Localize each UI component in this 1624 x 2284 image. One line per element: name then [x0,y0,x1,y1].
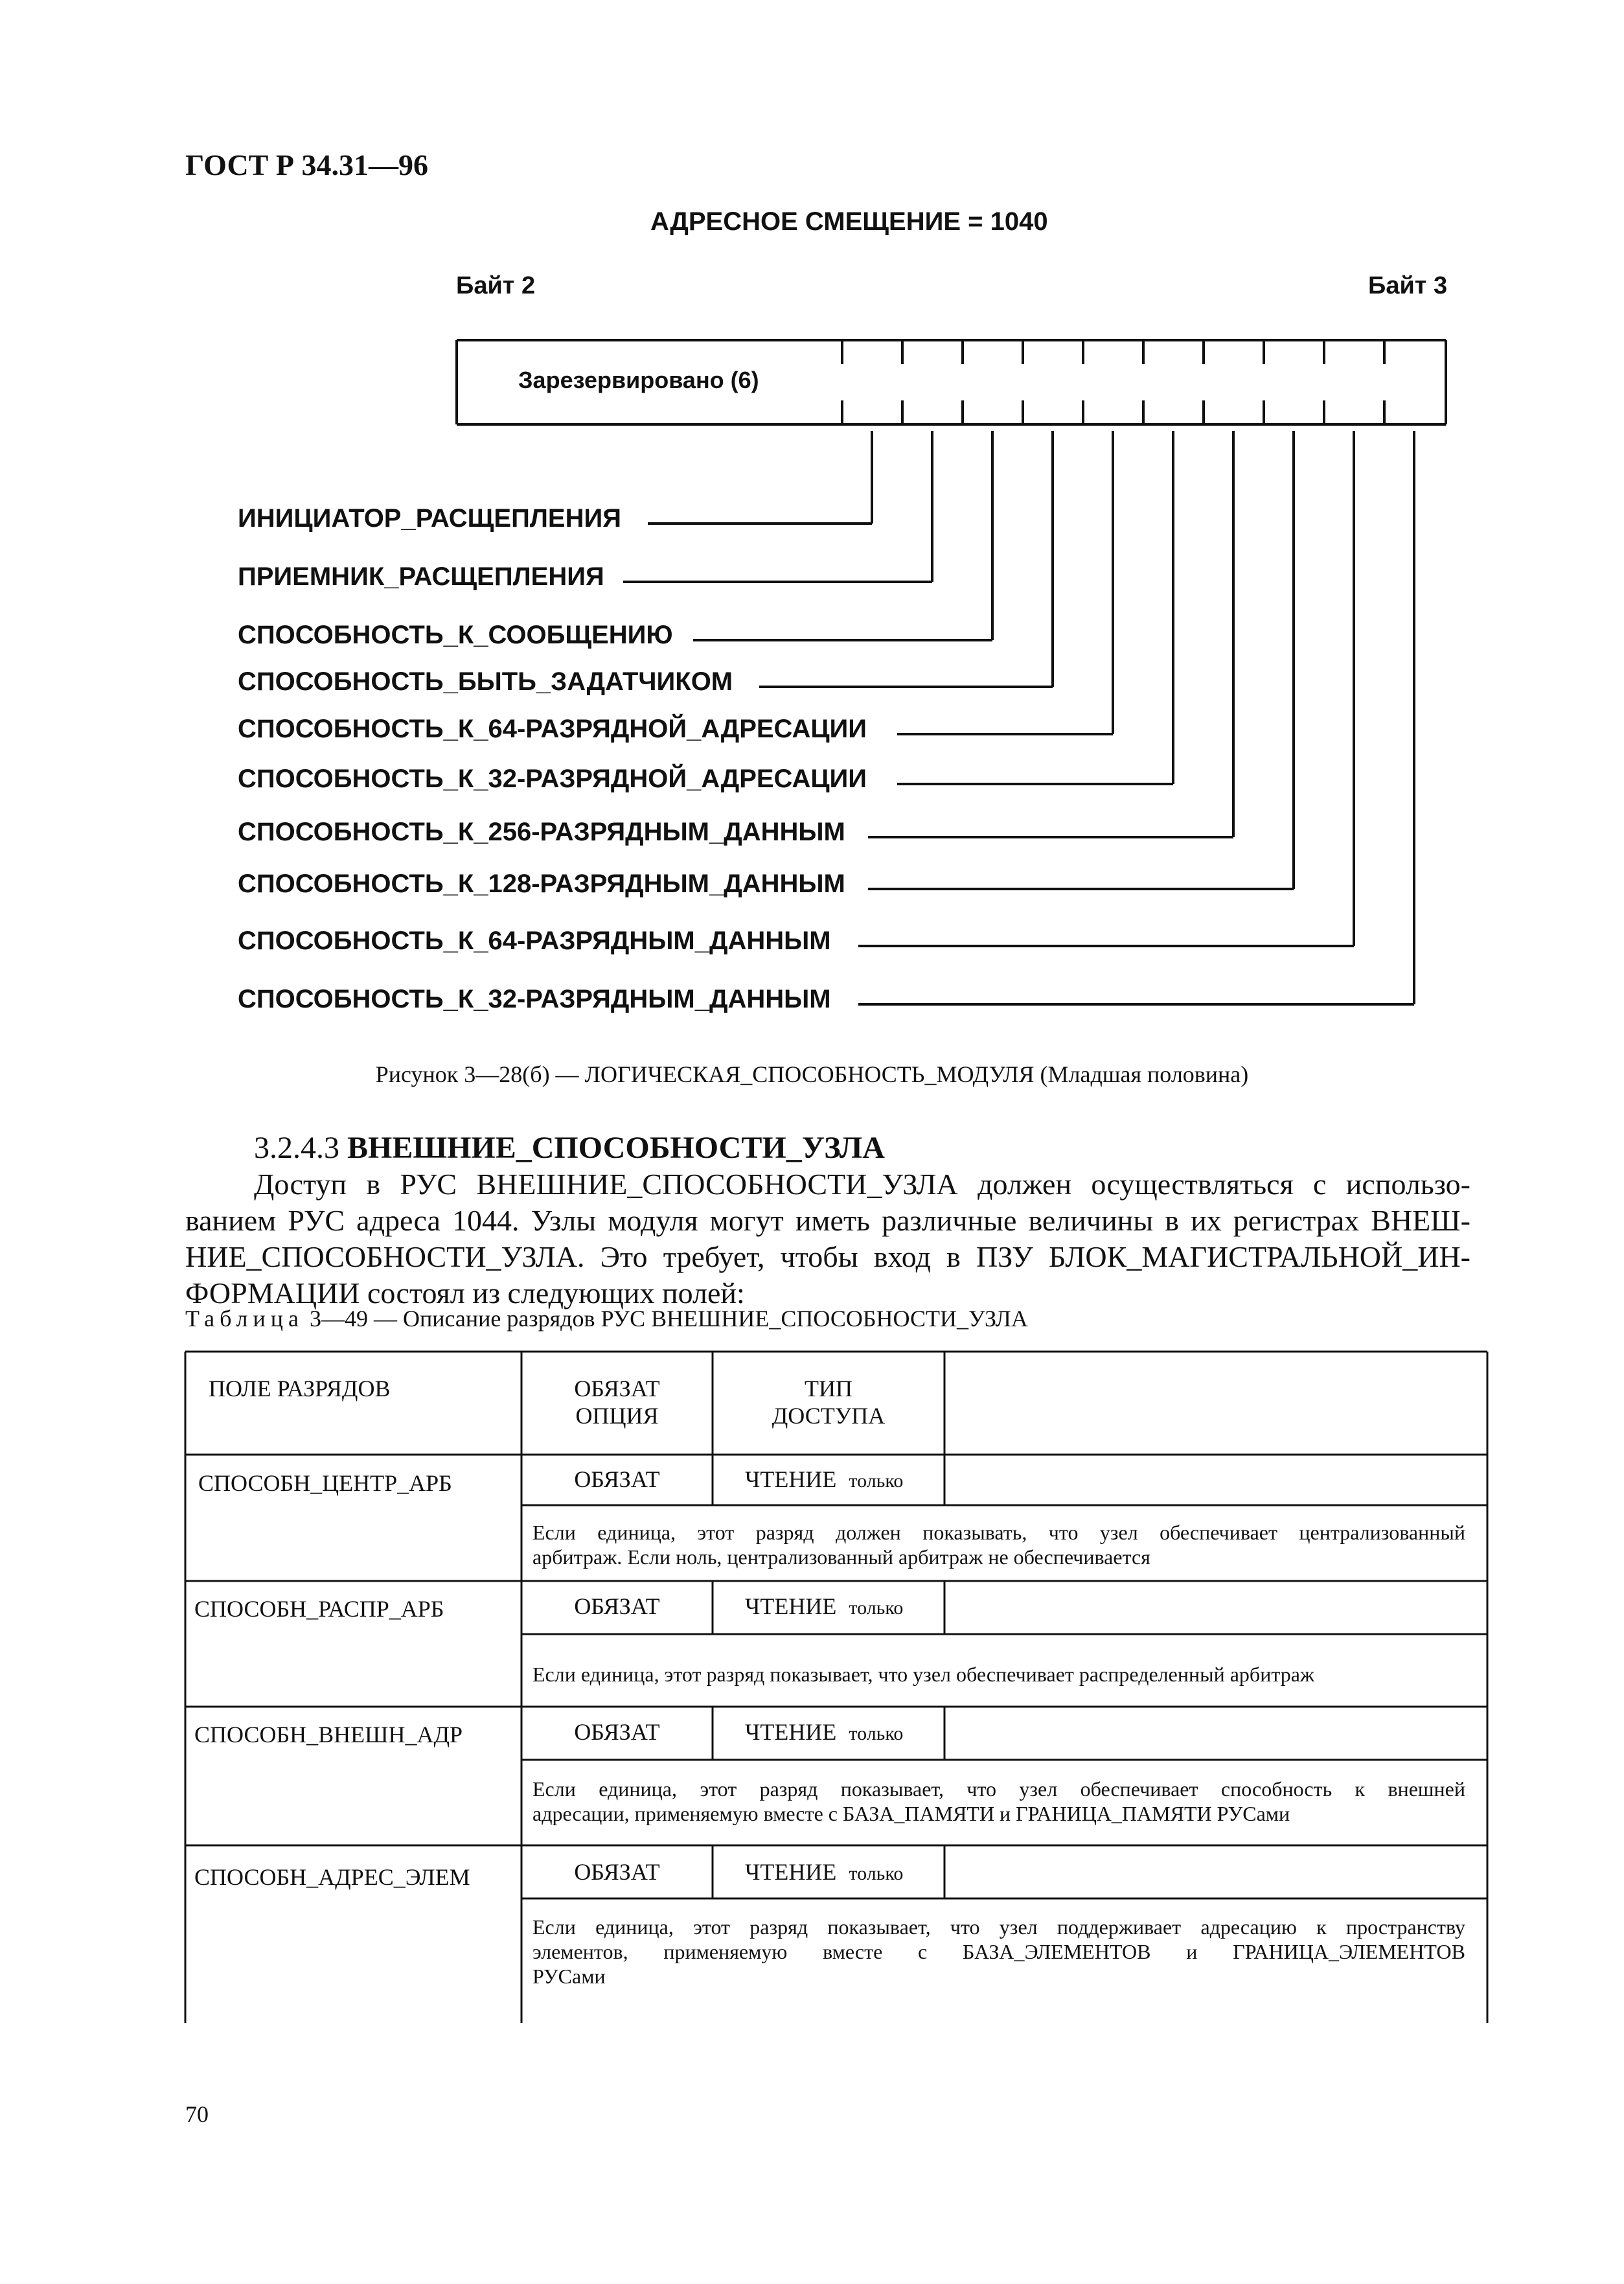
table-caption [185,1305,1028,1332]
access-note: только [849,1723,904,1744]
description-line: Если единица, этот разряд показывает, что узел поддерживает адресацию к пространству [532,1915,1465,1939]
access-type: ЧТЕНИЕ [745,1719,837,1745]
access-cell [745,1593,903,1620]
access-type: ЧТЕНИЕ [745,1859,837,1885]
description-line: Если единица, этот разряд показывает, что узел обеспечивает распределенный арбитраж [532,1663,1315,1686]
row-description [532,1777,1465,1826]
section-paragraph [185,1166,1470,1311]
access-type: ЧТЕНИЕ [745,1466,837,1492]
table-caption-text: 3—49 — Описание разрядов РУС ВНЕШНИЕ_СПОСОБНОСТИ_УЗЛА [309,1306,1028,1332]
description-line: Если единица, этот разряд показывает, что узел обеспечивает способность к внешней [532,1777,1465,1801]
flag-label: СПОСОБНОСТЬ_К_32-РАЗРЯДНОЙ_АДРЕСАЦИИ [238,765,867,793]
field-name: СПОСОБН_АДРЕС_ЭЛЕМ [194,1864,470,1890]
paragraph-line: Доступ в РУС ВНЕШНИЕ_СПОСОБНОСТИ_УЗЛА должен осуществляться с использо- [254,1168,1470,1201]
header-option: ОПЦИЯ [575,1403,659,1429]
flag-label: СПОСОБНОСТЬ_К_32-РАЗРЯДНЫМ_ДАННЫМ [238,985,831,1013]
field-name: СПОСОБН_РАСПР_АРБ [194,1596,444,1622]
description-line: Если единица, этот разряд должен показывать, что узел обеспечивает централизованный [532,1521,1465,1544]
standard-header: ГОСТ Р 34.31—96 [185,148,428,181]
description-line: арбитраж. Если ноль, централизованный арбитраж не обеспечивается [532,1545,1150,1569]
access-note: только [849,1597,904,1619]
mandatory-cell: ОБЯЗАТ [574,1859,660,1885]
header-type: ТИП [805,1376,852,1402]
description-line: адресации, применяемую вместе с БАЗА_ПАМЯТИ и ГРАНИЦА_ПАМЯТИ РУСами [532,1802,1290,1825]
row-description [532,1520,1465,1569]
leader-lines [623,431,1414,1004]
access-cell [745,1718,903,1746]
bit-separators [842,340,1384,424]
mandatory-cell: ОБЯЗАТ [574,1719,660,1745]
section-heading [254,1130,885,1166]
flag-label: СПОСОБНОСТЬ_К_128-РАЗРЯДНЫМ_ДАННЫМ [238,870,845,898]
access-type: ЧТЕНИЕ [745,1593,837,1619]
reserved-label: Зарезервировано (6) [518,367,759,393]
section-number: 3.2.4.3 [254,1131,339,1165]
byte-3-label: Байт 3 [1368,272,1448,299]
byte-2-label: Байт 2 [456,272,536,299]
mandatory-cell: ОБЯЗАТ [574,1466,660,1492]
mandatory-cell: ОБЯЗАТ [574,1593,660,1619]
flag-label: СПОСОБНОСТЬ_К_64-РАЗРЯДНЫМ_ДАННЫМ [238,927,831,955]
description-line: элементов, применяемую вместе с БАЗА_ЭЛЕМЕНТОВ и ГРАНИЦА_ЭЛЕМЕНТОВ [532,1940,1465,1963]
figure-title: АДРЕСНОЕ СМЕЩЕНИЕ = 1040 [650,207,1048,236]
description-line: РУСами [532,1965,606,1988]
row-description [532,1915,1465,1989]
flag-label: СПОСОБНОСТЬ_БЫТЬ_ЗАДАТЧИКОМ [238,667,733,696]
header-access: ДОСТУПА [772,1403,886,1429]
table-caption-prefix: Таблица [185,1306,304,1332]
paragraph-line: ванием РУС адреса 1044. Узлы модуля могут иметь различные величины в их регистрах ВНЕШ- [185,1204,1470,1237]
field-name: СПОСОБН_ВНЕШН_АДР [194,1722,463,1748]
paragraph-line: ФОРМАЦИИ состоял из следующих полей: [185,1276,745,1309]
access-cell [745,1466,903,1493]
flag-label: СПОСОБНОСТЬ_К_64-РАЗРЯДНОЙ_АДРЕСАЦИИ [238,715,867,743]
field-name: СПОСОБН_ЦЕНТР_АРБ [198,1470,452,1496]
access-note: только [849,1470,904,1492]
figure-caption: Рисунок 3—28(б) — ЛОГИЧЕСКАЯ_СПОСОБНОСТЬ_МОДУЛЯ (Младшая половина) [375,1061,1249,1087]
page-number: 70 [185,2101,209,2127]
section-title: ВНЕШНИЕ_СПОСОБНОСТИ_УЗЛА [347,1131,885,1165]
flag-label: СПОСОБНОСТЬ_К_256-РАЗРЯДНЫМ_ДАННЫМ [238,818,845,846]
access-note: только [849,1863,904,1884]
row-description [532,1662,1465,1687]
flag-label: СПОСОБНОСТЬ_К_СООБЩЕНИЮ [238,621,673,649]
flag-label: ИНИЦИАТОР_РАСЩЕПЛЕНИЯ [238,504,621,533]
header-field: ПОЛЕ РАЗРЯДОВ [209,1376,391,1402]
register-box [457,340,1446,424]
paragraph-line: НИЕ_СПОСОБНОСТИ_УЗЛА. Это требует, чтобы вход в ПЗУ БЛОК_МАГИСТРАЛЬНОЙ_ИН- [185,1240,1470,1273]
flag-label: ПРИЕМНИК_РАСЩЕПЛЕНИЯ [238,562,604,591]
access-cell [745,1858,903,1886]
header-mandatory: ОБЯЗАТ [574,1376,660,1402]
